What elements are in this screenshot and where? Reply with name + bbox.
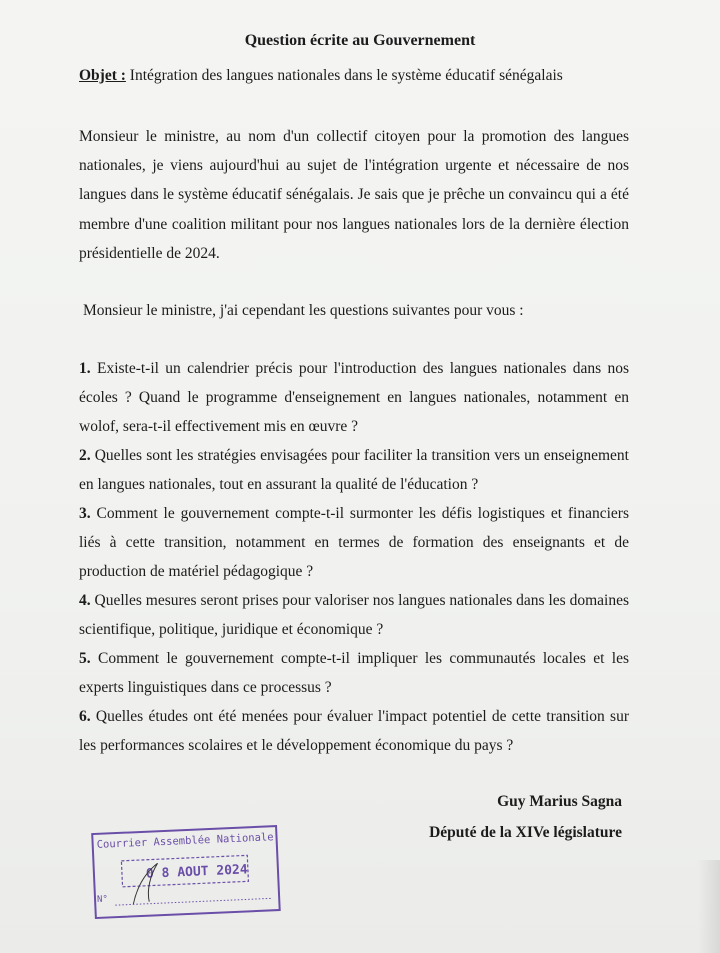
- question-item: [79, 702, 629, 760]
- subject-line: [79, 67, 563, 85]
- question-item: [79, 441, 629, 499]
- subject-label: Objet :: [79, 67, 126, 84]
- question-text: Quelles mesures seront prises pour valoriser nos langues nationales dans les domaines scientifique, politique, juridique et économique ?: [79, 592, 629, 638]
- page-edge-shadow: [698, 860, 720, 953]
- question-text: Comment le gouvernement compte-t-il impliquer les communautés locales et les experts linguistiques dans ce processus ?: [79, 650, 629, 696]
- document-title: Question écrite au Gouvernement: [244, 32, 476, 49]
- question-number: 2.: [79, 447, 91, 464]
- reception-stamp: [90, 824, 284, 922]
- question-item: [79, 354, 629, 441]
- subject-text: Intégration des langues nationales dans le système éducatif sénégalais: [125, 67, 563, 84]
- questions-list: [79, 354, 629, 760]
- question-number: 6.: [79, 708, 91, 725]
- question-item: [79, 644, 629, 702]
- question-number: 5.: [79, 650, 91, 667]
- question-text: Quelles sont les stratégies envisagées pour faciliter la transition vers un enseignement en langues nationales, tout en assurant la qualité de l'éducation ?: [79, 447, 629, 493]
- question-number: 1.: [79, 360, 91, 377]
- question-number: 4.: [79, 592, 91, 609]
- stamp-number-label: N°: [96, 894, 109, 905]
- signature-name: Guy Marius Sagna: [497, 793, 622, 810]
- question-text: Quelles études ont été menées pour évaluer l'impact potentiel de cette transition sur les performances scolaires et le développement économique du pays ?: [79, 708, 629, 754]
- questions-intro: Monsieur le ministre, j'ai cependant les questions suivantes pour vous :: [83, 302, 524, 319]
- intro-paragraph: Monsieur le ministre, au nom d'un collectif citoyen pour la promotion des langues nationales, je viens aujourd'hui au sujet de l'intégration urgente et nécessaire de nos langues dans le système éducatif sénégalais. Je sais que je prêche un convaincu qui a été membre d'une coalition militant pour nos langues nationales lors de la dernière élection présidentielle de 2024.: [79, 128, 629, 262]
- stamp-graphic: [90, 824, 284, 922]
- question-item: [79, 499, 629, 586]
- stamp-number-line: [115, 898, 271, 905]
- question-item: [79, 586, 629, 644]
- stamp-header: Courrier Assemblée Nationale: [96, 831, 274, 851]
- question-number: 3.: [79, 505, 91, 522]
- question-text: Existe-t-il un calendrier précis pour l'introduction des langues nationales dans nos écoles ? Quand le programme d'enseignement en langues nationales, notamment en wolof, sera-t-il effectivement mis en œuvre ?: [79, 360, 629, 435]
- question-text: Comment le gouvernement compte-t-il surmonter les défis logistiques et financiers liés à cette transition, notamment en termes de formation des enseignants et de production de matériel pédagogique ?: [79, 505, 629, 580]
- stamp-date: 0 8 AOUT 2024: [145, 862, 248, 882]
- signature-role: Député de la XIVe législature: [429, 824, 622, 841]
